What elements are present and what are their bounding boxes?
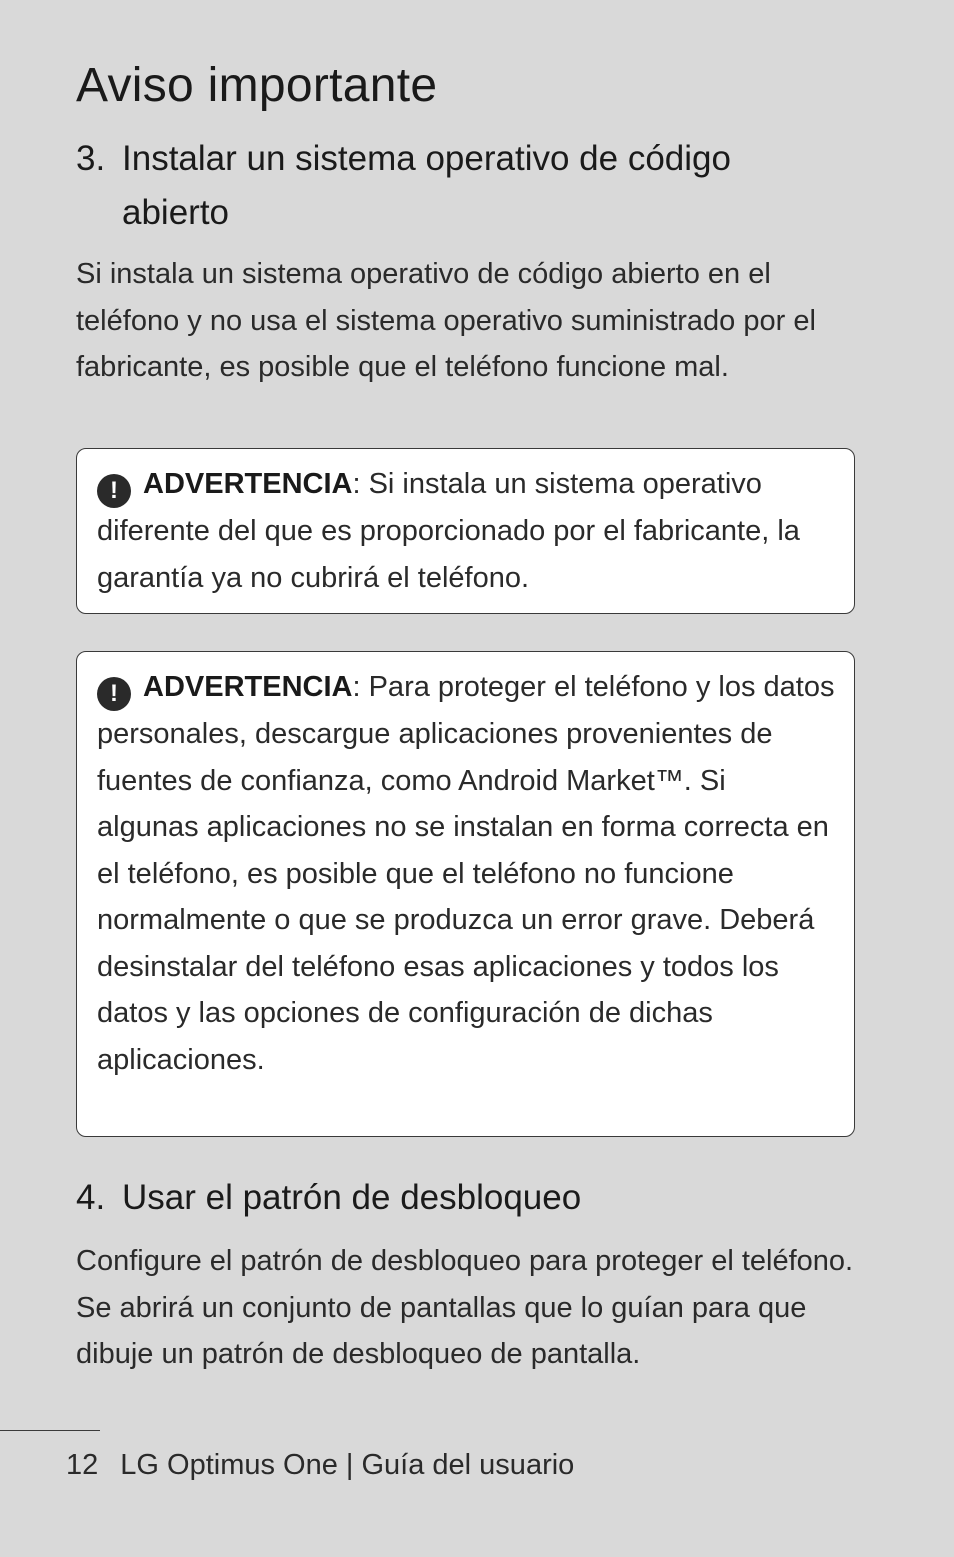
section-4-body: Configure el patrón de desbloqueo para proteger el teléfono. Se abrirá un conjunto de pantallas que lo guían para que dibuje un patrón de desbloqueo de pantalla.: [76, 1245, 854, 1370]
section-4-heading: [76, 1171, 842, 1225]
warning-text: Si instala un sistema operativo diferente del que es proporcionado por el fabricante, la garantía ya no cubrirá el teléfono.: [97, 468, 800, 594]
section-3-body: Si instala un sistema operativo de código abierto en el teléfono y no usa el sistema operativo suministrado por el fabricante, es posible que el teléfono funcione mal.: [76, 258, 816, 383]
section-3-title: Instalar un sistema operativo de código abierto: [122, 139, 731, 232]
page-footer: [66, 1442, 574, 1488]
warning-box-apps: [76, 651, 855, 1137]
footer-title: LG Optimus One | Guía del usuario: [120, 1449, 575, 1481]
warning-box-os: [76, 448, 855, 614]
footer-rule: [0, 1430, 100, 1431]
warning-text: Para proteger el teléfono y los datos personales, descargue aplicaciones provenientes de fuentes de confianza, como Android Market™. Si algunas aplicaciones no se instalan en forma correcta en el teléfono, es posible que el teléfono no funcione normalmente o que se produzca un error grave. Deberá desinstalar del teléfono esas aplicaciones y todos los datos y las opciones de configuración de dichas aplicaciones.: [97, 671, 835, 1076]
exclamation-circle-icon: !: [97, 474, 131, 508]
section-3-heading: [76, 132, 842, 240]
warning-separator: :: [352, 671, 369, 703]
page-title: Aviso importante: [76, 59, 438, 112]
section-4-number: 4.: [76, 1178, 106, 1217]
page-number: 12: [66, 1449, 99, 1481]
section-4-title: Usar el patrón de desbloqueo: [122, 1178, 582, 1217]
warning-separator: :: [352, 468, 369, 500]
warning-label: ADVERTENCIA: [143, 671, 353, 703]
section-3-number: 3.: [76, 139, 106, 178]
exclamation-circle-icon: !: [97, 677, 131, 711]
warning-label: ADVERTENCIA: [143, 468, 353, 500]
